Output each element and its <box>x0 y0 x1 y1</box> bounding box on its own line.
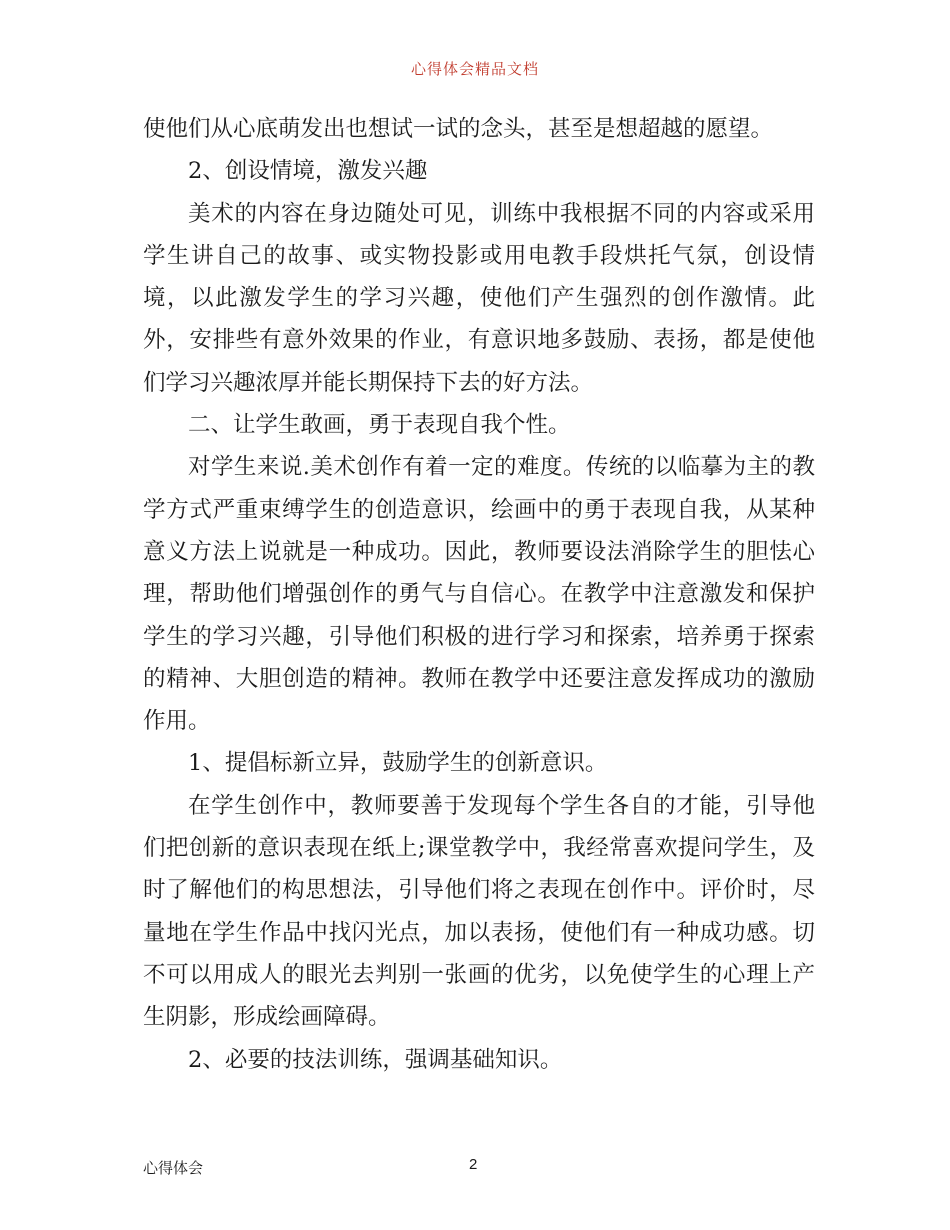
section-heading: 1、提倡标新立异，鼓励学生的创新意识。 <box>188 750 608 777</box>
paragraph: 美术的内容在身边随处可见，训练中我根据不同的内容或采用学生讲自己的故事、或实物投影或用电教手段烘托气氛，创设情境，以此激发学生的学习兴趣，使他们产生强烈的创作激情。此外，安排些有意外效果的作业，有意识地多鼓励、表扬，都是使他们学习兴趣浓厚并能长期保持下去的好方法。 <box>143 200 815 396</box>
section-heading: 2、必要的技法训练，强调基础知识。 <box>188 1046 563 1073</box>
paragraph: 使他们从心底萌发出也想试一试的念头，甚至是想超越的愿望。 <box>143 116 774 142</box>
paragraph: 对学生来说.美术创作有着一定的难度。传统的以临摹为主的教学方式严重束缚学生的创造意识，绘画中的勇于表现自我，从某种意义方法上说就是一种成功。因此，教师要设法消除学生的胆怯心理，帮助他们增强创作的勇气与自信心。在教学中注意激发和保护学生的学习兴趣，引导他们积极的进行学习和探索，培养勇于探索的精神、大胆创造的精神。教师在教学中还要注意发挥成功的激励作用。 <box>143 454 815 735</box>
document-header-title: 心得体会精品文档 <box>410 60 539 78</box>
section-heading: 2、创设情境，激发兴趣 <box>188 158 428 185</box>
section-heading: 二、让学生敢画，勇于表现自我个性。 <box>188 412 571 439</box>
page-number: 2 <box>469 1156 478 1173</box>
footer-label: 心得体会 <box>143 1159 204 1177</box>
paragraph: 在学生创作中，教师要善于发现每个学生各自的才能，引导他们把创新的意识表现在纸上;课堂教学中，我经常喜欢提问学生，及时了解他们的构思想法，引导他们将之表现在创作中。评价时，尽量地在学生作品中找闪光点，加以表扬，使他们有一种成功感。切不可以用成人的眼光去判别一张画的优劣，以免使学生的心理上产生阴影，形成绘画障碍。 <box>143 792 815 1031</box>
document-body <box>143 108 815 1081</box>
